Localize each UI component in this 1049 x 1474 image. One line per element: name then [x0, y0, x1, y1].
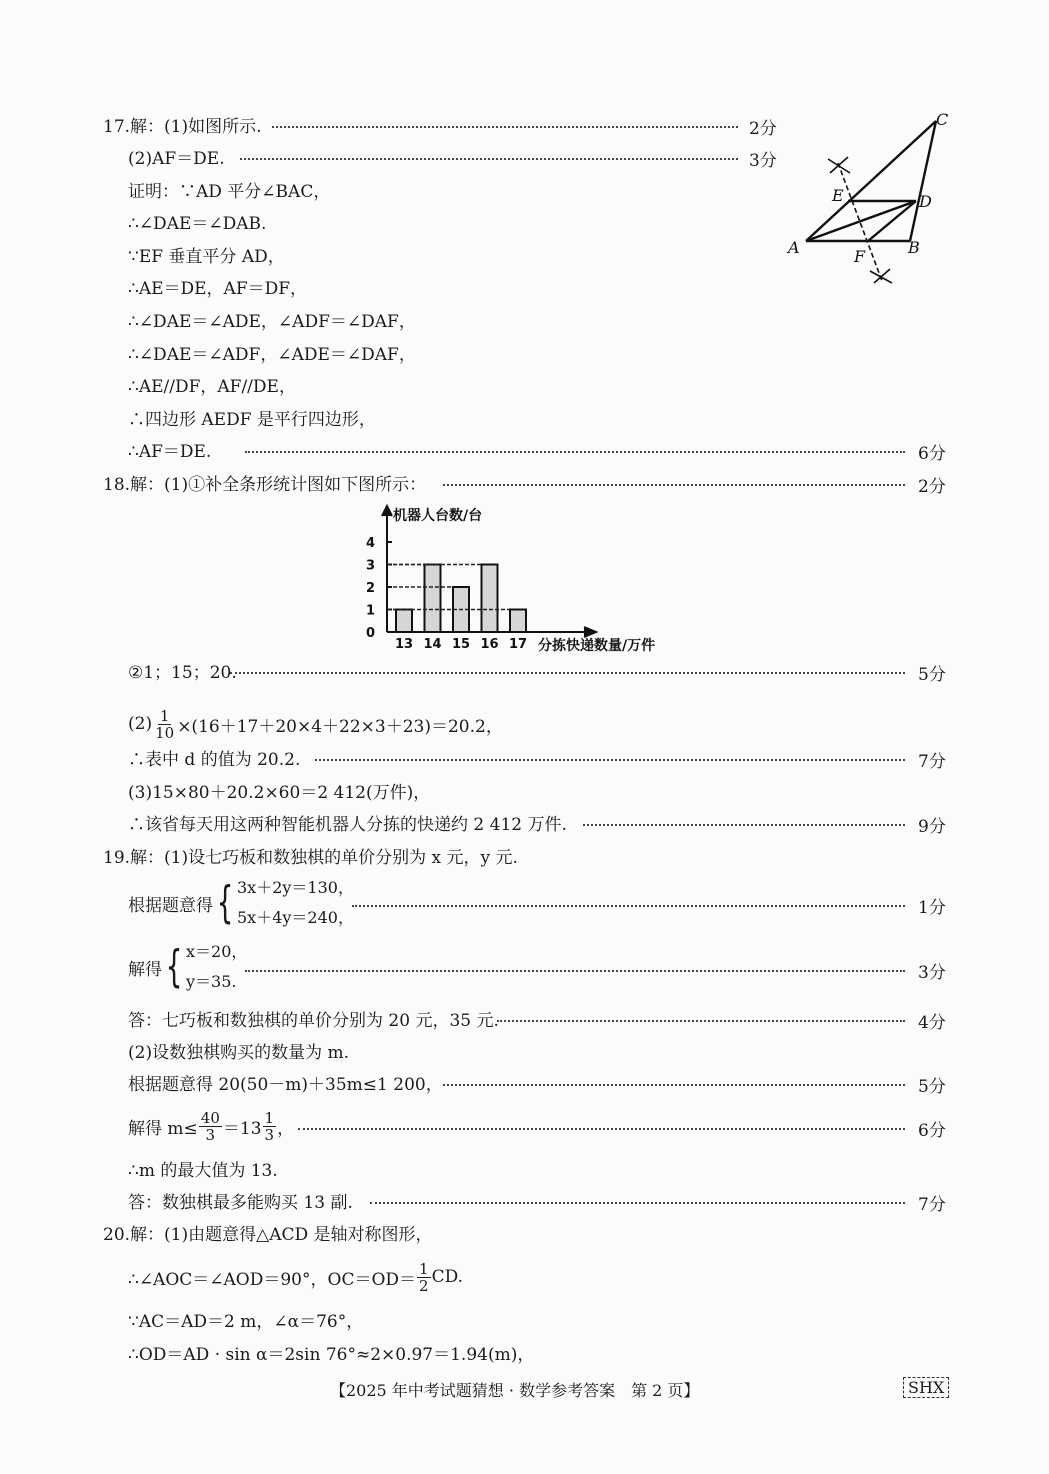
- brace: {: [216, 877, 234, 928]
- fraction: [263, 1110, 277, 1143]
- q17-line-3: 证明：∵AD 平分∠BAC，: [128, 181, 331, 202]
- fraction: [417, 1261, 431, 1294]
- score: 4分: [918, 1013, 946, 1033]
- x-tick-label: 17: [508, 637, 528, 652]
- q17-line-8: ∴∠DAE＝∠ADF，∠ADE＝∠DAF，: [128, 344, 416, 365]
- q20-line-2: [128, 1256, 463, 1298]
- equation: x＝20，: [186, 942, 248, 961]
- bar-17: [510, 610, 526, 633]
- bar-13: [396, 610, 412, 633]
- leader-dots: [443, 482, 905, 486]
- fraction: [153, 708, 176, 741]
- leader-dots: [315, 757, 905, 761]
- x-axis-label: 分拣快递数量/万件: [538, 638, 656, 654]
- score: 3分: [918, 963, 946, 983]
- q18-line-6: ∴该省每天用这两种智能机器人分拣的快递约 2 412 万件.: [128, 814, 567, 835]
- q19-line-5: (2)设数独棋购买的数量为 m.: [128, 1042, 350, 1063]
- q20-line-4: ∴OD＝AD · sin α＝2sin 76°≈2×0.97＝1.94(m)，: [128, 1344, 535, 1365]
- score: 7分: [918, 752, 946, 772]
- text: 解得 m≤: [128, 1118, 198, 1139]
- leader-dots: [352, 903, 905, 907]
- equation: 3x＋2y＝130，: [237, 878, 354, 897]
- text: ，: [277, 1118, 295, 1139]
- text: CD.: [431, 1267, 463, 1287]
- score: 7分: [918, 1195, 946, 1215]
- leader-dots: [245, 968, 905, 972]
- leader-dots: [298, 1126, 905, 1130]
- leader-dots: [245, 449, 905, 453]
- y-tick-label: 0: [365, 626, 375, 641]
- q18-line-3: [128, 704, 503, 744]
- q17-line-11: ∴AF＝DE.: [128, 441, 212, 462]
- score: 1分: [918, 898, 946, 918]
- score: 5分: [918, 1077, 946, 1097]
- leader-dots: [443, 1082, 905, 1086]
- q18-line-2: ②1；15；20.: [128, 662, 237, 683]
- score: 2分: [749, 119, 777, 139]
- equation: 5x＋4y＝240，: [237, 908, 354, 927]
- y-axis-label: 机器人台数/台: [393, 508, 483, 524]
- x-tick-label: 13: [394, 637, 414, 652]
- numerator: 1: [419, 1259, 429, 1278]
- code-tag: SHX: [903, 1377, 949, 1398]
- bar-14: [425, 565, 441, 633]
- geometry-figure: [780, 105, 960, 295]
- leader-dots: [230, 670, 905, 674]
- q17-line-9: ∴AE//DF，AF//DE，: [128, 376, 296, 397]
- denominator: 2: [419, 1276, 429, 1295]
- text: ∴∠AOC＝∠AOD＝90°，OC＝OD＝: [128, 1269, 417, 1290]
- score: 3分: [749, 151, 777, 171]
- y-tick-label: 2: [365, 581, 375, 596]
- q19-system-2: [128, 937, 247, 997]
- y-tick-label: 1: [365, 603, 375, 619]
- q19-line-8: ∴m 的最大值为 13.: [128, 1160, 278, 1181]
- q17-line-4: ∴∠DAE＝∠DAB.: [128, 213, 267, 234]
- leader-dots: [583, 822, 905, 826]
- q18-line-1: 18.解：(1)①补全条形统计图如下图所示：: [103, 474, 427, 495]
- q20-line-1: 20.解：(1)由题意得△ACD 是轴对称图形，: [103, 1224, 433, 1245]
- q20-line-3: ∵AC＝AD＝2 m，∠α＝76°，: [128, 1311, 364, 1332]
- q18-line-4: ∴表中 d 的值为 20.2.: [128, 749, 301, 770]
- label-B: B: [908, 238, 920, 257]
- label-E: E: [832, 186, 844, 205]
- q17-line-7: ∴∠DAE＝∠ADE，∠ADF＝∠DAF，: [128, 311, 416, 332]
- equation-system: [186, 937, 247, 997]
- label-C: C: [936, 110, 949, 129]
- score: 9分: [918, 817, 946, 837]
- brace: {: [165, 941, 183, 992]
- q18-line-5: (3)15×80＋20.2×60＝2 412(万件)，: [128, 782, 431, 803]
- leader-dots: [497, 1018, 905, 1022]
- text: 根据题意得: [128, 895, 213, 916]
- page-footer: 【2025 年中考试题猜想 · 数学参考答案 第 2 页】: [330, 1381, 700, 1400]
- leader-dots: [240, 156, 738, 160]
- y-tick-label: 4: [365, 536, 375, 551]
- q17-line-5: ∵EF 垂直平分 AD，: [128, 246, 285, 267]
- label-F: F: [854, 247, 866, 266]
- q17-line-10: ∴四边形 AEDF 是平行四边形，: [128, 409, 376, 430]
- fraction: [199, 1110, 222, 1143]
- bar-16: [482, 565, 498, 633]
- label-A: A: [788, 238, 800, 257]
- denominator: 10: [155, 723, 175, 742]
- x-tick-label: 16: [480, 637, 499, 652]
- score: 5分: [918, 665, 946, 685]
- leader-dots: [272, 124, 738, 128]
- q19-line-7: [128, 1105, 294, 1147]
- text: 解得: [128, 959, 162, 980]
- numerator: 1: [264, 1108, 275, 1127]
- denominator: 3: [205, 1125, 216, 1144]
- q17-line-6: ∴AE＝DE，AF＝DF，: [128, 278, 308, 299]
- text: ＝13: [222, 1118, 262, 1139]
- x-tick-label: 15: [451, 637, 471, 652]
- text: (2): [128, 714, 153, 734]
- denominator: 3: [264, 1125, 275, 1144]
- q19-system-1: [128, 873, 354, 933]
- equation: y＝35.: [186, 972, 237, 991]
- q17-line-2: (2)AF＝DE.: [128, 148, 225, 169]
- q17-line-1: 17.解：(1)如图所示.: [103, 116, 262, 137]
- x-tick-label: 14: [423, 637, 442, 652]
- numerator: 1: [159, 706, 170, 725]
- q19-line-4: 答：七巧板和数独棋的单价分别为 20 元，35 元.: [128, 1010, 499, 1031]
- q19-line-6: 根据题意得 20(50－m)＋35m≤1 200，: [128, 1074, 443, 1095]
- score: 2分: [918, 477, 946, 497]
- numerator: 40: [200, 1108, 220, 1127]
- y-tick-label: 3: [365, 558, 375, 574]
- leader-dots: [370, 1200, 905, 1204]
- q19-line-1: 19.解：(1)设七巧板和数独棋的单价分别为 x 元，y 元.: [103, 847, 518, 868]
- label-D: D: [919, 192, 932, 211]
- score: 6分: [918, 1121, 946, 1141]
- text: ×(16＋17＋20×4＋22×3＋23)＝20.2，: [177, 716, 503, 737]
- q19-line-9: 答：数独棋最多能购买 13 副.: [128, 1192, 353, 1213]
- bar-chart: [360, 500, 680, 660]
- equation-system: [237, 873, 354, 933]
- score: 6分: [918, 444, 946, 464]
